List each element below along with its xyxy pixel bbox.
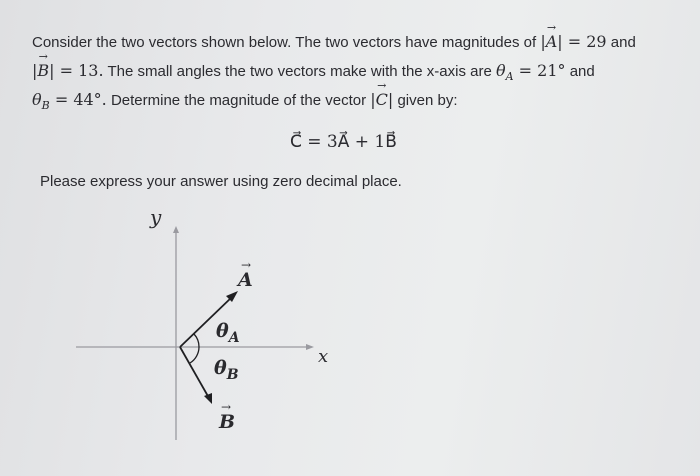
thetaB-value: 44°. <box>73 90 107 109</box>
vector-B-label: B <box>219 411 236 433</box>
x-axis-label: x <box>318 346 329 367</box>
theta-B-label: $\theta_B$ <box>214 357 239 383</box>
line1-text: Consider the two vectors shown below. The two vectors have magnitudes of <box>32 34 537 51</box>
y-axis-arrowhead <box>173 226 179 233</box>
line3-text: Determine the magnitude of the vector <box>110 92 367 109</box>
A-magnitude-expr: |A →| = <box>540 32 586 51</box>
thetaA-expr: $\theta_A$ = <box>495 61 538 83</box>
A-magnitude-value: 29 <box>586 32 607 51</box>
x-axis-arrowhead <box>306 344 314 350</box>
vector-A-overarrow: → <box>241 258 252 272</box>
theta-B-arc <box>190 347 199 363</box>
vector-A-label: A <box>238 269 253 291</box>
instruction-text: Please express your answer using zero decimal place. <box>40 173 402 190</box>
theta-A-subscript: A <box>228 330 240 346</box>
theta-B-subscript: B <box>226 367 239 383</box>
and-word-2: and <box>569 63 595 80</box>
vector-B-overarrow: → <box>221 400 232 414</box>
vector-B-arrowhead <box>204 393 212 404</box>
equation: C⃗ = 3A⃗ + 1B⃗ <box>290 132 397 152</box>
theta-A-label: $\theta_A$ <box>216 320 240 346</box>
given-by-text: given by: <box>397 92 458 109</box>
vector-B-line <box>180 347 209 398</box>
thetaB-expr: $\theta_B$ = <box>32 90 74 112</box>
thetaA-value: 21° <box>537 61 566 80</box>
C-magnitude-expr: |C →| <box>370 90 393 109</box>
B-magnitude-value: 13. <box>78 61 104 80</box>
and-word: and <box>610 34 636 51</box>
line2-text: The small angles the two vectors make with the x-axis are <box>107 63 492 80</box>
y-axis-label: y <box>150 205 162 229</box>
theta-A-arc <box>194 334 199 347</box>
B-magnitude-expr: |B →| = <box>32 61 78 80</box>
